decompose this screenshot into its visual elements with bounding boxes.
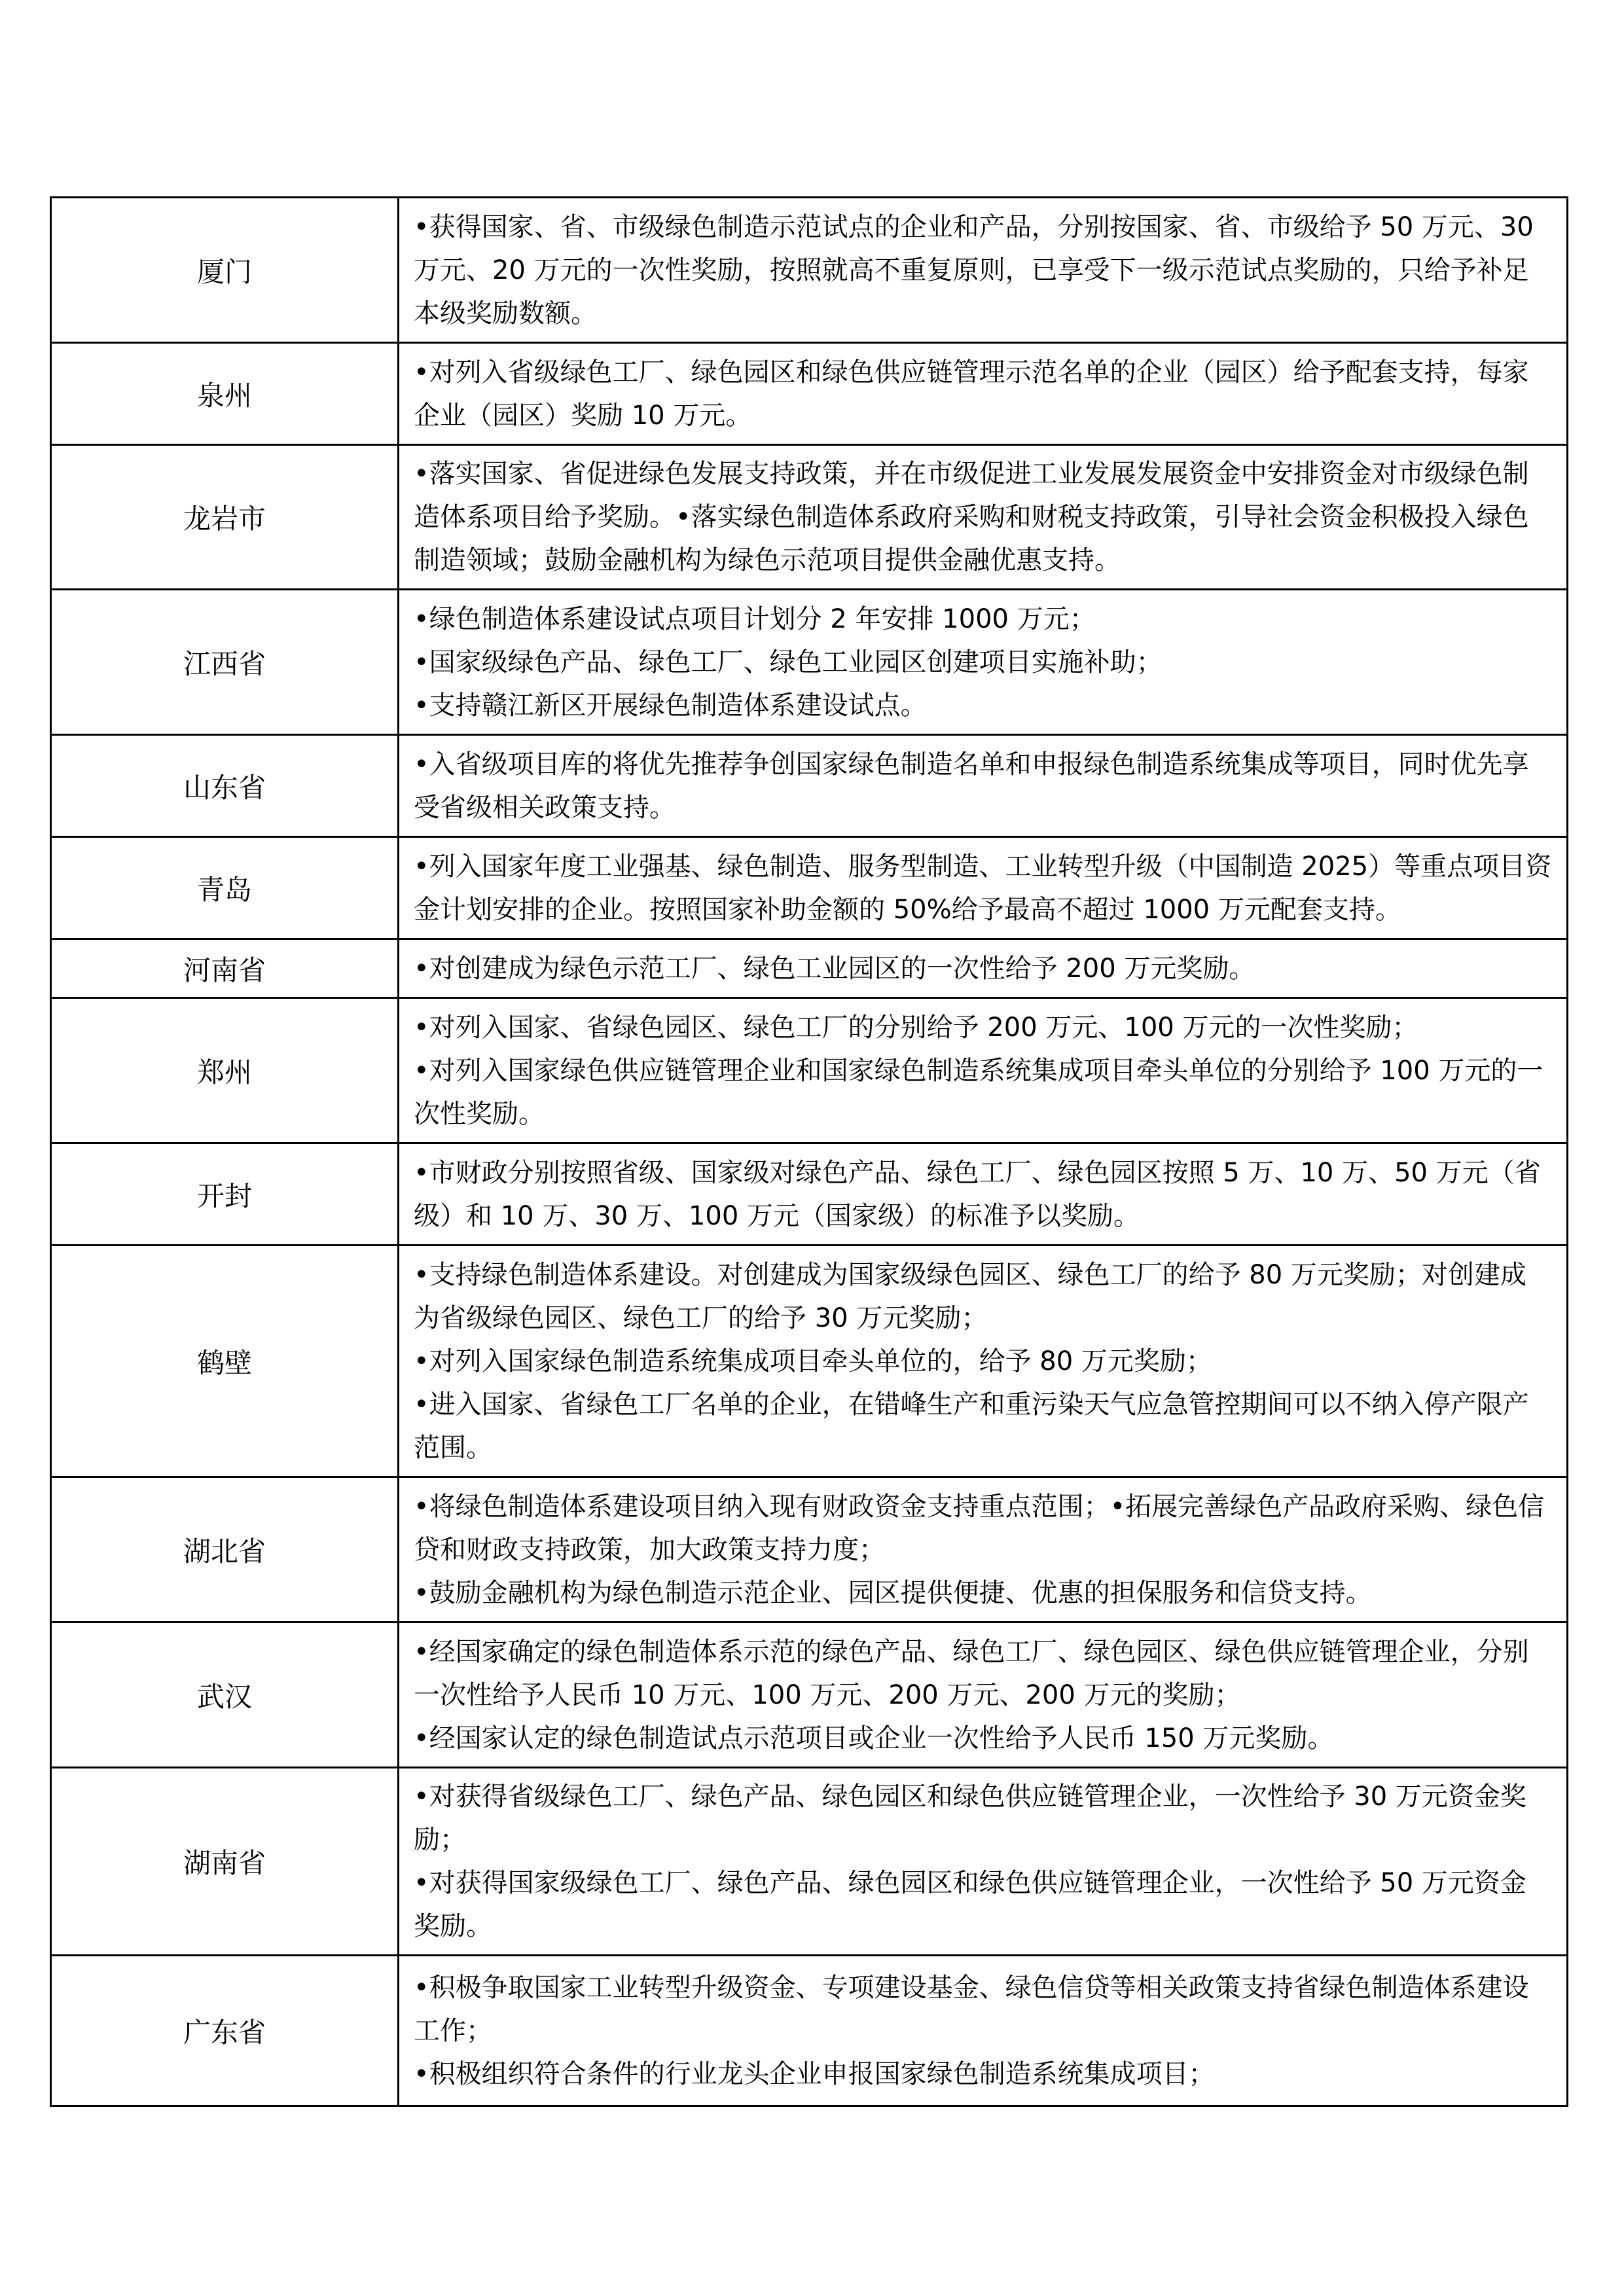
table-row bbox=[51, 1956, 1568, 2106]
region-cell: 山东省 bbox=[51, 735, 399, 837]
policy-content-cell bbox=[399, 1143, 1568, 1246]
policy-content-cell bbox=[399, 343, 1568, 445]
policy-item: •对获得国家级绿色工厂、绿色产品、绿色园区和绿色供应链管理企业，一次性给予 50 万元资金奖励。 bbox=[414, 1868, 1526, 1941]
policy-content-cell bbox=[399, 735, 1568, 837]
region-cell: 开封 bbox=[51, 1143, 399, 1246]
table-row bbox=[51, 1768, 1568, 1956]
policy-item: •落实国家、省促进绿色发展支持政策，并在市级促进工业发展发展资金中安排资金对市级绿色制造体系项目给予奖励。•落实绿色制造体系政府采购和财税支持政策，引导社会资金积极投入绿色制造领域；鼓励金融机构为绿色示范项目提供金融优惠支持。 bbox=[414, 459, 1529, 575]
policy-content-cell bbox=[399, 198, 1568, 343]
policy-content-cell bbox=[399, 998, 1568, 1143]
policy-item: •国家级绿色产品、绿色工厂、绿色工业园区创建项目实施补助； bbox=[414, 647, 1163, 677]
policy-item: •市财政分别按照省级、国家级对绿色产品、绿色工厂、绿色园区按照 5 万、10 万、50 万元（省级）和 10 万、30 万、100 万元（国家级）的标准予以奖励。 bbox=[414, 1157, 1541, 1231]
policy-item: •绿色制造体系建设试点项目计划分 2 年安排 1000 万元； bbox=[414, 603, 1096, 634]
policy-item: •经国家确定的绿色制造体系示范的绿色产品、绿色工厂、绿色园区、绿色供应链管理企业，分别一次性给予人民币 10 万元、100 万元、200 万元、200 万元的奖励； bbox=[414, 1636, 1529, 1710]
policy-item: •入省级项目库的将优先推荐争创国家绿色制造名单和申报绿色制造系统集成等项目，同时优先享受省级相关政策支持。 bbox=[414, 749, 1529, 823]
policy-item: •积极争取国家工业转型升级资金、专项建设基金、绿色信贷等相关政策支持省绿色制造体系建设工作； bbox=[414, 1972, 1529, 2046]
table-row bbox=[51, 590, 1568, 735]
region-cell: 河南省 bbox=[51, 939, 399, 998]
region-cell: 龙岩市 bbox=[51, 445, 399, 590]
policy-content-cell bbox=[399, 445, 1568, 590]
policy-item: •积极组织符合条件的行业龙头企业申报国家绿色制造系统集成项目； bbox=[414, 2058, 1215, 2089]
policy-item: •对列入国家、省绿色园区、绿色工厂的分别给予 200 万元、100 万元的一次性奖励； bbox=[414, 1012, 1418, 1043]
table-row bbox=[51, 998, 1568, 1143]
table-row bbox=[51, 343, 1568, 445]
policy-content-cell bbox=[399, 1246, 1568, 1477]
policy-item: •经国家认定的绿色制造试点示范项目或企业一次性给予人民币 150 万元奖励。 bbox=[414, 1723, 1334, 1753]
policy-item: •获得国家、省、市级绿色制造示范试点的企业和产品，分别按国家、省、市级给予 50 万元、30 万元、20 万元的一次性奖励，按照就高不重复原则，已享受下一级示范试点奖励的，只给予补足本级奖励数额。 bbox=[414, 211, 1534, 329]
policy-item: •支持赣江新区开展绿色制造体系建设试点。 bbox=[414, 690, 927, 721]
policy-content-cell bbox=[399, 939, 1568, 998]
policy-content-cell bbox=[399, 590, 1568, 735]
policy-item: •鼓励金融机构为绿色制造示范企业、园区提供便捷、优惠的担保服务和信贷支持。 bbox=[414, 1577, 1372, 1608]
policy-item: •进入国家、省绿色工厂名单的企业，在错峰生产和重污染天气应急管控期间可以不纳入停产限产范围。 bbox=[414, 1389, 1529, 1463]
region-cell: 郑州 bbox=[51, 998, 399, 1143]
policy-content-cell bbox=[399, 1768, 1568, 1956]
region-cell: 鹤壁 bbox=[51, 1246, 399, 1477]
region-cell: 湖北省 bbox=[51, 1477, 399, 1623]
table-row bbox=[51, 1143, 1568, 1246]
region-cell: 泉州 bbox=[51, 343, 399, 445]
policy-item: •对列入国家绿色供应链管理企业和国家绿色制造系统集成项目牵头单位的分别给予 100 万元的一次性奖励。 bbox=[414, 1055, 1543, 1129]
policy-content-cell bbox=[399, 837, 1568, 939]
table-row bbox=[51, 1246, 1568, 1477]
policy-item: •支持绿色制造体系建设。对创建成为国家级绿色园区、绿色工厂的给予 80 万元奖励；对创建成为省级绿色园区、绿色工厂的给予 30 万元奖励； bbox=[414, 1259, 1526, 1333]
table-row bbox=[51, 198, 1568, 343]
region-cell: 青岛 bbox=[51, 837, 399, 939]
region-cell: 广东省 bbox=[51, 1956, 399, 2106]
policy-item: •对获得省级绿色工厂、绿色产品、绿色园区和绿色供应链管理企业，一次性给予 30 万元资金奖励； bbox=[414, 1782, 1526, 1855]
table-row bbox=[51, 1623, 1568, 1768]
policy-content-cell bbox=[399, 1477, 1568, 1623]
table-row bbox=[51, 939, 1568, 998]
policy-table-body bbox=[51, 198, 1568, 2106]
table-row bbox=[51, 735, 1568, 837]
table-row bbox=[51, 445, 1568, 590]
policy-item: •对列入省级绿色工厂、绿色园区和绿色供应链管理示范名单的企业（园区）给予配套支持，每家企业（园区）奖励 10 万元。 bbox=[414, 357, 1529, 431]
policy-content-cell bbox=[399, 1956, 1568, 2106]
region-cell: 厦门 bbox=[51, 198, 399, 343]
policy-content-cell bbox=[399, 1623, 1568, 1768]
policy-table bbox=[50, 196, 1568, 2107]
region-cell: 武汉 bbox=[51, 1623, 399, 1768]
policy-item: •将绿色制造体系建设项目纳入现有财政资金支持重点范围；•拓展完善绿色产品政府采购、绿色信贷和财政支持政策，加大政策支持力度； bbox=[414, 1491, 1545, 1565]
table-row bbox=[51, 837, 1568, 939]
region-cell: 湖南省 bbox=[51, 1768, 399, 1956]
region-cell: 江西省 bbox=[51, 590, 399, 735]
table-row bbox=[51, 1477, 1568, 1623]
policy-item: •列入国家年度工业强基、绿色制造、服务型制造、工业转型升级（中国制造 2025）等重点项目资金计划安排的企业。按照国家补助金额的 50%给予最高不超过 1000 万元配套支持。 bbox=[414, 851, 1552, 925]
policy-item: •对列入国家绿色制造系统集成项目牵头单位的，给予 80 万元奖励； bbox=[414, 1346, 1212, 1376]
policy-item: •对创建成为绿色示范工厂、绿色工业园区的一次性给予 200 万元奖励。 bbox=[414, 953, 1255, 984]
